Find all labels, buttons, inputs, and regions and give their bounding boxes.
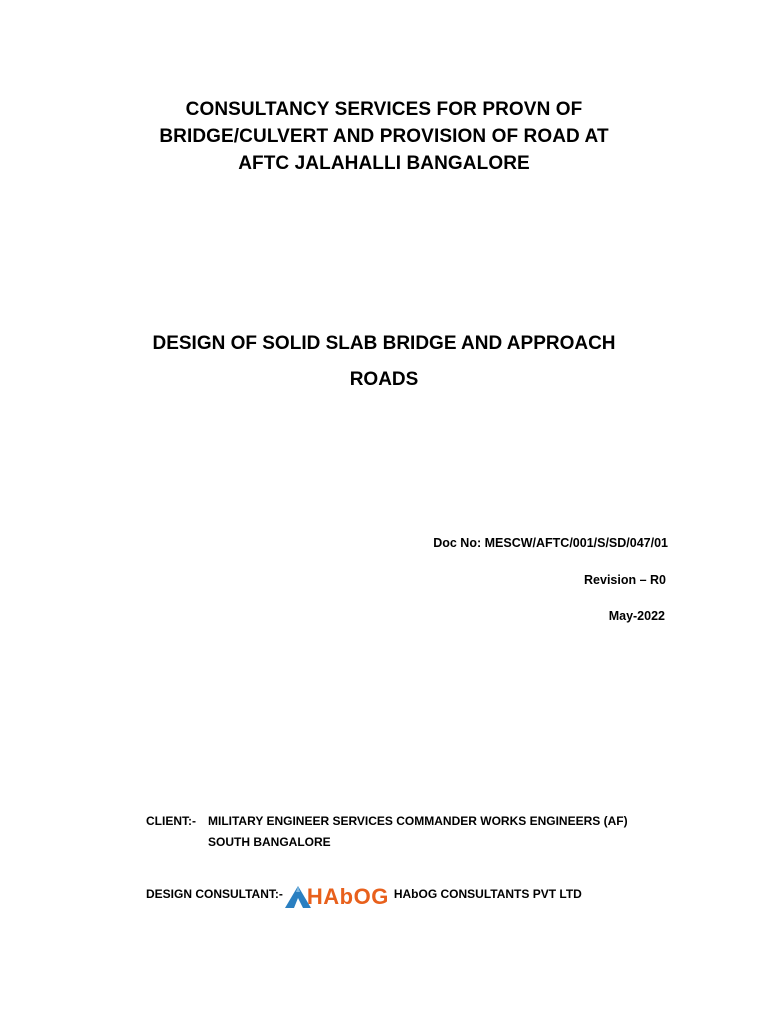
doc-number: Doc No: MESCW/AFTC/001/S/SD/047/01: [433, 536, 668, 550]
document-title: [0, 96, 768, 177]
client-block: [146, 811, 628, 853]
document-date: May-2022: [608, 609, 665, 623]
client-name: MILITARY ENGINEER SERVICES COMMANDER WORKS ENGINEERS (AF): [208, 814, 628, 828]
logo-wordmark: HAbOG: [306, 884, 389, 909]
client-row-1: [146, 811, 628, 832]
document-subtitle: [0, 326, 768, 398]
title-line-3: AFTC JALAHALLI BANGALORE: [238, 153, 530, 174]
client-label: CLIENT:-: [146, 814, 196, 828]
subtitle-line-2: ROADS: [349, 369, 419, 390]
client-row-2: [146, 832, 628, 853]
consultant-name: HAbOG CONSULTANTS PVT LTD: [393, 887, 582, 901]
consultant-block: [146, 879, 582, 909]
habog-logo: [285, 880, 389, 908]
title-line-1: CONSULTANCY SERVICES FOR PROVN OF: [185, 99, 583, 120]
subtitle-line-1: DESIGN OF SOLID SLAB BRIDGE AND APPROACH: [152, 333, 616, 354]
revision: Revision – R0: [584, 573, 666, 587]
title-line-2: BRIDGE/CULVERT AND PROVISION OF ROAD AT: [159, 126, 609, 147]
consultant-label: DESIGN CONSULTANT:-: [146, 887, 283, 901]
client-location: SOUTH BANGALORE: [208, 835, 331, 849]
